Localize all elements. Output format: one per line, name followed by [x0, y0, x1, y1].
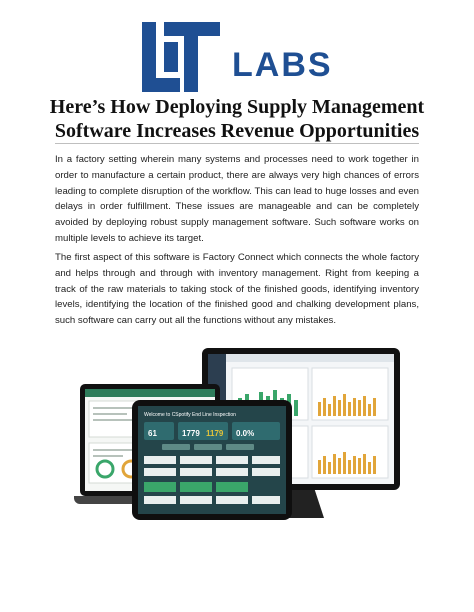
tablet-heading: Welcome to CSpotify End Line Inspection: [144, 412, 236, 418]
tablet-kpi-3: 1179: [206, 429, 224, 438]
tablet-kpi-4: 0.0%: [236, 429, 255, 438]
tablet-screen: [138, 406, 286, 514]
title-divider: [55, 143, 419, 144]
paragraph-2: The first aspect of this software is Factory Connect which connects the whole factory and helps through and through with inventory management. Right from keeping a track of the raw materials to taking stock of the finished goods, identifying inventory levels, identifying the location of the finished good and chalking development plans, such software can carry out all the functions without any mistakes.: [55, 252, 419, 327]
tablet-device: [132, 400, 292, 520]
lt-labs-logo: [142, 22, 342, 92]
paragraph-1: In a factory setting wherein many systems and processes need to work together in order to manufacture a certain product, there are always very high chances of errors leading to complete disruption of the workflow. This can lead to huge losses and even delays in order fulfillment. These issues are manageable and can be completely avoided by deploying robust supply management software. Such software works on multiple levels to achieve its target.: [55, 154, 419, 244]
tablet-dashboard-graphic: [138, 406, 286, 514]
lt-logo-mark-icon: [142, 22, 220, 92]
tablet-kpi-1: 61: [148, 429, 157, 438]
logo-wordmark: LABS: [232, 46, 333, 84]
tablet-kpi-2: 1779: [182, 429, 200, 438]
page-title: Here’s How Deploying Supply Management Software Increases Revenue Opportunities: [49, 96, 425, 142]
devices-illustration: [80, 348, 400, 588]
